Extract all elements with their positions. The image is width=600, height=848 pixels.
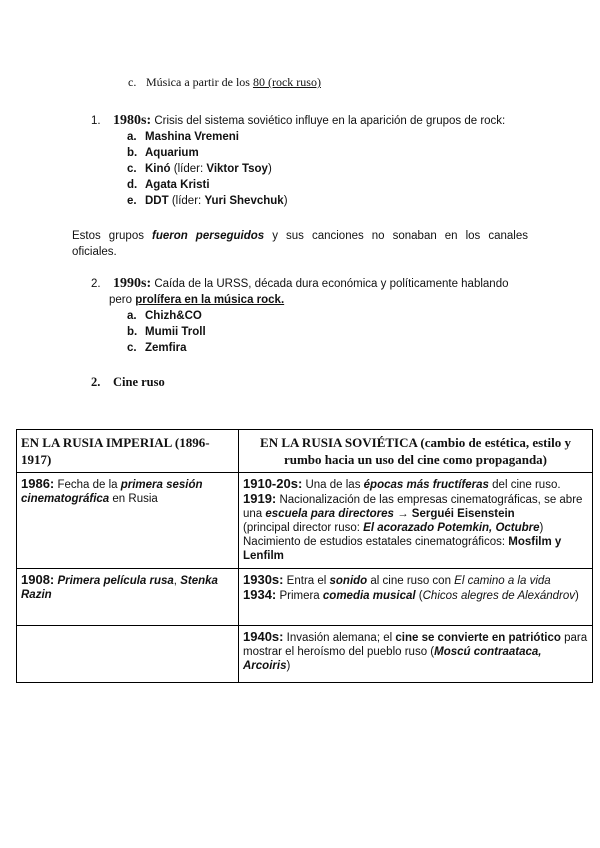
section-1990s-heading: 2. 1990s: Caída de la URSS, década dura económica y políticamente hablando [91,276,509,291]
section-1980s-heading: 1. 1980s: Crisis del sistema soviético influye en la aparición de grupos de rock: [91,113,506,128]
table-header-row [17,430,593,473]
list-item: d. Agata Kristi [127,179,210,191]
list-item: c. Kinó (líder: Viktor Tsoy) [127,163,272,175]
cell-1908: 1908: Primera película rusa, Stenka Razin [17,569,239,626]
bands-list-1990s [91,308,551,356]
persecution-paragraph: Estos grupos fueron perseguidos y sus canciones no sonaban en los canales oficiales. [72,230,528,258]
cell-1940s: 1940s: Invasión alemana; el cine se convierte en patriótico para mostrar el heroísmo del pueblo ruso (Moscú contraataca, Arcoiris) [239,626,593,683]
list-item: b. Mumii Troll [127,326,206,338]
cell-1986: 1986: Fecha de la primera sesión cinematográfica en Rusia [17,473,239,569]
header-imperial: EN LA RUSIA IMPERIAL (1896-1917) [17,430,239,473]
list-item: a. Mashina Vremeni [127,131,239,143]
list-item: a. Chizh&CO [127,310,202,322]
table-row [17,569,593,626]
table-row [17,626,593,683]
music-80s-item: c. Música a partir de los 80 (rock ruso) [128,75,321,89]
cinema-table [16,429,593,683]
section-1990s: 2. 1990s: Caída de la URSS, década dura económica y políticamente hablando pero prolífera en la música rock. a. Chizh&CO b. Mumii Troll c. Zemfira [91,276,551,356]
cine-ruso-heading: 2. Cine ruso [91,375,165,389]
bands-list [91,129,551,209]
cell-1930s: 1930s: Entra el sonido al cine ruso con El camino a la vida 1934: Primera comedia musical (Chicos alegres de Alexándrov) [239,569,593,626]
cell-1910-1919: 1910-20s: Una de las épocas más fructíferas del cine ruso. 1919: Nacionalización de las empresas cinematográficas, se abre una escuela para directores → Serguéi Eisenstein (principal director ruso: El acorazado Potemkin, Octubre) Nacimiento de estudios estatales cinematográficos: Mosfilm y Lenfilm [239,473,593,569]
header-sovietica: EN LA RUSIA SOVIÉTICA (cambio de estética, estilo y rumbo hacia un uso del cine como propaganda) [239,430,593,473]
list-item: c. Zemfira [127,342,187,354]
list-item: e. DDT (líder: Yuri Shevchuk) [127,195,288,207]
item-letter: c. [128,75,137,89]
cell-empty [17,626,239,683]
list-item: b. Aquarium [127,147,199,159]
table-row [17,473,593,569]
section-1980s [91,113,551,209]
